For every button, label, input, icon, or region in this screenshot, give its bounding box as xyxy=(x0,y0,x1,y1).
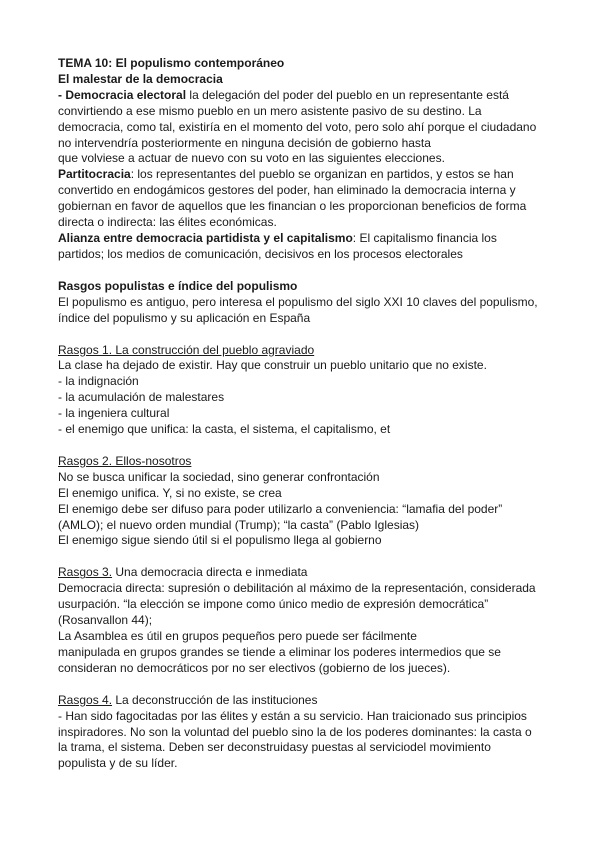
text-line: El enemigo debe ser difuso para poder utilizarlo a conveniencia: “lamafia del poder” xyxy=(58,501,503,516)
text-line: manipulada en grupos grandes se tiende a eliminar los poderes intermedios que se xyxy=(58,644,501,659)
text-line: convertido en endogámicos gestores del poder, han eliminado la democracia interna y xyxy=(58,183,516,198)
spacer xyxy=(58,263,558,279)
text-line: - Han sido fagocitadas por las élites y están a su servicio. Han traicionado sus principios xyxy=(58,708,527,723)
paragraph-alianza xyxy=(58,231,558,263)
text-line: que volviese a actuar de nuevo con su voto en las siguientes elecciones. xyxy=(58,151,445,166)
text-line: No se busca unificar la sociedad, sino generar confrontación xyxy=(58,469,380,484)
text-line: La clase ha dejado de existir. Hay que construir un pueblo unitario que no existe. xyxy=(58,358,487,373)
spacer xyxy=(58,677,558,693)
section-heading-rasgos-populistas: Rasgos populistas e índice del populismo xyxy=(58,278,298,293)
text-line: (AMLO); el nuevo orden mundial (Trump); “la casta” (Pablo Iglesias) xyxy=(58,517,420,532)
text-line: la trama, el sistema. Deben ser deconstruidasy puestas al serviciodel movimiento xyxy=(58,740,491,755)
section-heading-malestar: El malestar de la democracia xyxy=(58,71,223,86)
text-line: La Asamblea es útil en grupos pequeños pero puede ser fácilmente xyxy=(58,629,417,643)
text-line: la delegación del poder del pueblo en un representante está xyxy=(186,87,509,102)
rasgo-4-heading xyxy=(58,693,558,709)
term-democracia-electoral: - Democracia electoral xyxy=(58,87,187,102)
rasgo-3-heading xyxy=(58,565,558,581)
document-title: TEMA 10: El populismo contemporáneo xyxy=(58,56,285,70)
rasgo-2-heading: Rasgos 2. Ellos-nosotros xyxy=(58,453,192,468)
rasgo-4-label: Rasgos 4. xyxy=(58,692,113,707)
rasgo-1-heading: Rasgos 1. La construcción del pueblo agraviado xyxy=(58,342,315,357)
document-body xyxy=(58,56,558,772)
text-line: El enemigo sigue siendo útil si el populismo llega al gobierno xyxy=(58,533,382,548)
text-line: no intervendría posteriormente en ninguna decisión de gobierno hasta xyxy=(58,135,431,150)
text-line: El populismo es antiguo, pero interesa el populismo del siglo XXI 10 claves del populismo, xyxy=(58,294,538,309)
text-line: índice del populismo y su aplicación en España xyxy=(58,310,311,325)
text-line: (Rosanvallon 44); xyxy=(58,613,153,628)
text-line: consideran no democráticos por no ser electivos (gobierno de los jueces). xyxy=(58,660,451,675)
list-item: - la acumulación de malestares xyxy=(58,390,225,405)
rasgo-3-label: Rasgos 3. xyxy=(58,565,113,580)
term-alianza: Alianza entre democracia partidista y el capitalismo xyxy=(58,230,353,245)
rasgo-4-title: La deconstrucción de las instituciones xyxy=(112,692,318,707)
text-line: partidos; los medios de comunicación, decisivos en los procesos electorales xyxy=(58,246,463,261)
text-line: Democracia directa: supresión o debilitación al máximo de la representación, considerada xyxy=(58,581,536,596)
text-line: El enemigo unifica. Y, si no existe, se crea xyxy=(58,485,282,500)
text-line: populista y de su líder. xyxy=(58,756,178,771)
paragraph-partitocracia xyxy=(58,167,558,231)
list-item: - la indignación xyxy=(58,374,139,389)
text-line: inspiradores. No son la voluntad del pueblo sino la de los poderes dominantes: la casta o xyxy=(58,724,532,739)
text-line: gobiernan en favor de aquellos que les financian o les proporcionan beneficios de forma xyxy=(58,199,527,214)
text-line: : los representantes del pueblo se organizan en partidos, y estos se han xyxy=(130,167,514,182)
text-line: usurpación. “la elección se impone como único medio de expresión democrática” xyxy=(58,597,489,612)
rasgo-3-title: Una democracia directa e inmediata xyxy=(112,565,308,580)
list-item: - la ingeniera cultural xyxy=(58,406,170,421)
spacer xyxy=(58,549,558,565)
spacer xyxy=(58,327,558,343)
list-item: - el enemigo que unifica: la casta, el sistema, el capitalismo, et xyxy=(58,422,391,437)
text-line: democracia, como tal, existiría en el momento del voto, pero solo ahí porque el ciudadano xyxy=(58,119,537,134)
paragraph-democracia-electoral xyxy=(58,88,558,168)
spacer xyxy=(58,438,558,454)
term-partitocracia: Partitocracia xyxy=(58,167,131,182)
text-line: directa o indirecta: las élites económicas. xyxy=(58,215,277,230)
text-line: convirtiendo a ese mismo pueblo en un mero asistente pasivo de su destino. La xyxy=(58,103,482,118)
text-line: : El capitalismo financia los xyxy=(352,230,497,245)
